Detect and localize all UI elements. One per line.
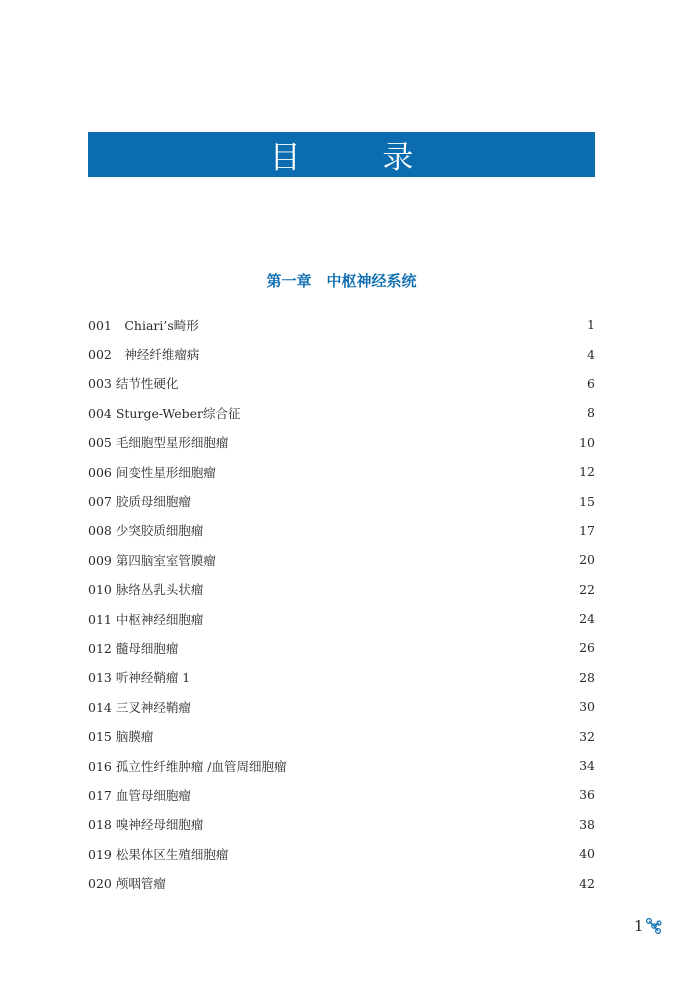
toc-entry-page: 17 — [579, 522, 595, 538]
toc-entry-label: 020 颅咽管瘤 — [88, 876, 166, 892]
toc-entry-label: 005 毛细胞型星形细胞瘤 — [88, 435, 229, 451]
toc-entry[interactable] — [88, 545, 595, 574]
toc-entry-page: 20 — [579, 552, 595, 568]
toc-entry-label: 009 第四脑室室管膜瘤 — [88, 552, 216, 568]
toc-entry-page: 6 — [587, 375, 595, 391]
toc-entry[interactable] — [88, 663, 595, 692]
toc-entry-page: 34 — [579, 758, 595, 774]
toc-entry[interactable] — [88, 868, 595, 897]
toc-entry-label: 002 神经纤维瘤病 — [88, 347, 200, 363]
toc-entry-page: 4 — [587, 346, 595, 362]
toc-entry-page: 8 — [587, 405, 595, 421]
toc-entry[interactable] — [88, 780, 595, 809]
toc-entry[interactable] — [88, 692, 595, 721]
toc-entry-label: 010 脉络丛乳头状瘤 — [88, 582, 204, 598]
toc-entry-label: 006 间变性星形细胞瘤 — [88, 464, 216, 480]
toc-entry-label: 007 胶质母细胞瘤 — [88, 494, 191, 510]
toc-entry-page: 15 — [579, 493, 595, 509]
toc-entry-label: 012 髓母细胞瘤 — [88, 640, 179, 656]
toc-entry-label: 001 Chiari’s畸形 — [88, 317, 199, 333]
toc-entry[interactable] — [88, 604, 595, 633]
toc-entry-page: 26 — [579, 640, 595, 656]
molecule-icon — [645, 917, 663, 935]
toc-entry-label: 019 松果体区生殖细胞瘤 — [88, 846, 229, 862]
toc-entry-page: 40 — [579, 846, 595, 862]
toc-entry-label: 017 血管母细胞瘤 — [88, 787, 191, 803]
toc-entry[interactable] — [88, 633, 595, 662]
toc-entry[interactable] — [88, 721, 595, 750]
toc-entry-label: 015 脑膜瘤 — [88, 729, 154, 745]
toc-entry-label: 004 Sturge-Weber综合征 — [88, 405, 241, 421]
toc-entry[interactable] — [88, 457, 595, 486]
toc-entry[interactable] — [88, 428, 595, 457]
toc-entry-label: 014 三叉神经鞘瘤 — [88, 699, 191, 715]
toc-entry-page: 32 — [579, 728, 595, 744]
page-number: 1 — [634, 917, 644, 935]
toc-entry-page: 24 — [579, 611, 595, 627]
toc-entry-label: 008 少突胶质细胞瘤 — [88, 523, 204, 539]
page-title: 目 录 — [269, 140, 450, 176]
toc-entry-page: 36 — [579, 787, 595, 803]
toc-entry-label: 013 听神经鞘瘤 1 — [88, 670, 191, 686]
title-banner — [88, 132, 595, 177]
toc-entry-label: 003 结节性硬化 — [88, 376, 179, 392]
toc-entry[interactable] — [88, 369, 595, 398]
chapter-heading[interactable]: 第一章 中枢神经系统 — [266, 272, 417, 290]
toc-entry-page: 42 — [579, 875, 595, 891]
toc-entry-page: 1 — [587, 317, 595, 333]
toc-entry[interactable] — [88, 810, 595, 839]
toc-entry[interactable] — [88, 339, 595, 368]
toc-entry[interactable] — [88, 310, 595, 339]
toc-list — [88, 310, 595, 898]
toc-entry[interactable] — [88, 839, 595, 868]
toc-entry[interactable] — [88, 751, 595, 780]
toc-entry-label: 011 中枢神经细胞瘤 — [88, 611, 204, 627]
toc-entry-page: 10 — [579, 434, 595, 450]
toc-entry-page: 22 — [579, 581, 595, 597]
toc-entry-label: 018 嗅神经母细胞瘤 — [88, 817, 204, 833]
toc-entry-page: 12 — [579, 464, 595, 480]
toc-entry[interactable] — [88, 486, 595, 515]
toc-entry[interactable] — [88, 516, 595, 545]
toc-entry-page: 30 — [579, 699, 595, 715]
toc-entry[interactable] — [88, 575, 595, 604]
toc-entry-label: 016 孤立性纤维肿瘤 /血管周细胞瘤 — [88, 758, 287, 774]
toc-entry-page: 38 — [579, 816, 595, 832]
toc-entry[interactable] — [88, 398, 595, 427]
toc-entry-page: 28 — [579, 669, 595, 685]
